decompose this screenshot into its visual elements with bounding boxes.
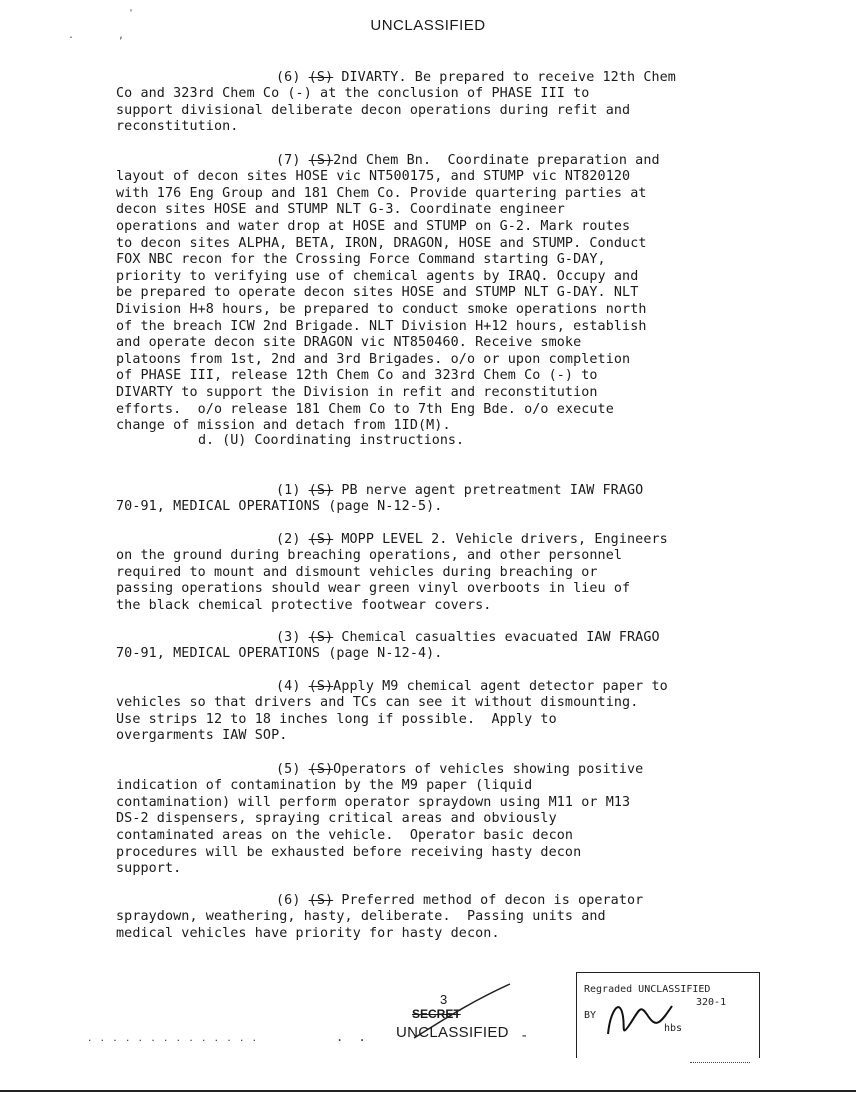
text-line: passing operations should wear green vinyl overboots in lieu of [116, 581, 631, 597]
text-line: support divisional deliberate decon operations during refit and [116, 102, 631, 118]
paragraph-chemical-casualties [116, 613, 766, 663]
struck-classification-mark: (S) [308, 482, 334, 498]
text-line: contamination) will perform operator spraydown using M11 or M13 [116, 794, 631, 810]
text-line: decon sites HOSE and STUMP NLT G-3. Coordinate engineer [116, 202, 565, 218]
text-line: DIVARTY to support the Division in refit and reconstitution [116, 384, 598, 400]
text-line: platoons from 1st, 2nd and 3rd Brigades. o/o or upon completion [116, 351, 631, 367]
text-line: be prepared to operate decon sites HOSE and STUMP NLT G-DAY. NLT [116, 285, 639, 301]
stamp-regraded-line: Regraded UNCLASSIFIED [584, 984, 711, 995]
scan-speck: . [68, 30, 75, 41]
scan-speck: ' [128, 8, 135, 19]
footer-dash: - [520, 1028, 529, 1044]
text-line: Co and 323rd Chem Co (-) at the conclusion of PHASE III to [116, 86, 590, 102]
text-line: layout of decon sites HOSE vic NT500175, and STUMP vic NT820120 [116, 169, 631, 185]
paragraph-operator-spraydown [116, 745, 766, 878]
text-line: 70-91, MEDICAL OPERATIONS (page N-12-5). [116, 499, 443, 515]
text-line: MOPP LEVEL 2. Vehicle drivers, Engineers [333, 531, 668, 547]
paragraph-divarty [116, 53, 766, 136]
paragraph-number: (6) [276, 892, 301, 908]
text-line: DS-2 dispensers, spraying critical areas and obviously [116, 811, 557, 827]
stamp-reference-line: 320-1 [696, 997, 727, 1008]
text-line: Preferred method of decon is operator [333, 892, 644, 908]
text-line: 70-91, MEDICAL OPERATIONS (page N-12-4). [116, 646, 443, 662]
struck-old-classification: SECRET [412, 1007, 461, 1021]
text-line: operations and water drop at HOSE and STUMP on G-2. Mark routes [116, 218, 631, 234]
text-line: on the ground during breaching operations, and other personnel [116, 548, 623, 564]
paragraph-m9-detector-paper [116, 662, 766, 745]
struck-classification-mark: (S) [308, 69, 334, 85]
text-line: indication of contamination by the M9 paper (liquid [116, 778, 533, 794]
text-line: to decon sites ALPHA, BETA, IRON, DRAGON, HOSE and STUMP. Conduct [116, 235, 647, 251]
scan-dots: . . . . . . . . . . . . . . [88, 1030, 260, 1044]
struck-classification-mark: (S) [308, 531, 334, 547]
text-line: change of mission and detach from 1ID(M). [116, 418, 451, 434]
text-line: priority to verifying use of chemical agents by IRAQ. Occupy and [116, 268, 639, 284]
text-line: contaminated areas on the vehicle. Operator basic decon [116, 827, 574, 843]
section-heading-coordinating-instructions: d. (U) Coordinating instructions. [198, 433, 465, 448]
struck-classification-mark: (S) [308, 629, 334, 645]
text-line: procedures will be exhausted before receiving hasty decon [116, 844, 582, 860]
text-line: overgarments IAW SOP. [116, 728, 288, 744]
text-line: Apply M9 chemical agent detector paper to [333, 678, 668, 694]
paragraph-mopp-level [116, 515, 766, 615]
page-bottom-rule [0, 1090, 856, 1092]
text-line: the black chemical protective footwear covers. [116, 597, 492, 613]
text-line: of PHASE III, release 12th Chem Co and 323rd Chem Co (-) to [116, 368, 598, 384]
paragraph-number: (5) [276, 761, 301, 777]
paragraph-pb-nerve-agent [116, 466, 766, 516]
text-line: 2nd Chem Bn. Coordinate preparation and [333, 152, 660, 168]
text-line: spraydown, weathering, hasty, deliberate. Passing units and [116, 909, 606, 925]
paragraph-number: (1) [276, 482, 301, 498]
scan-speck: , [118, 30, 125, 41]
text-line: Division H+8 hours, be prepared to conduct smoke operations north [116, 301, 647, 317]
paragraph-number: (6) [276, 69, 301, 85]
signature-scribble [600, 994, 680, 1044]
text-line: Operators of vehicles showing positive [333, 761, 644, 777]
paragraph-number: (4) [276, 678, 301, 694]
text-line: and operate decon site DRAGON vic NT850460. Receive smoke [116, 335, 582, 351]
footer-classification: UNCLASSIFIED [396, 1024, 509, 1041]
text-line: required to mount and dismount vehicles during breaching or [116, 564, 598, 580]
struck-classification-mark: (S) [308, 678, 334, 694]
text-line: medical vehicles have priority for hasty decon. [116, 925, 500, 941]
text-line: PB nerve agent pretreatment IAW FRAGO [333, 482, 644, 498]
text-line: efforts. o/o release 181 Chem Co to 7th Eng Bde. o/o execute [116, 401, 614, 417]
text-line: vehicles so that drivers and TCs can see it without dismounting. [116, 695, 639, 711]
text-line: Chemical casualties evacuated IAW FRAGO [333, 629, 660, 645]
stamp-underline [690, 1062, 750, 1063]
text-line: reconstitution. [116, 119, 239, 135]
page-classification-header: UNCLASSIFIED [370, 17, 486, 34]
text-line: of the breach ICW 2nd Brigade. NLT Division H+12 hours, establish [116, 318, 647, 334]
paragraph-number: (2) [276, 531, 301, 547]
stamp-by-line: BY [584, 1010, 597, 1021]
text-line: with 176 Eng Group and 181 Chem Co. Provide quartering parties at [116, 185, 647, 201]
paragraph-number: (3) [276, 629, 301, 645]
page-number: 3 [440, 992, 448, 1007]
text-line: DIVARTY. Be prepared to receive 12th Chem [333, 69, 676, 85]
struck-classification-mark: (S) [308, 152, 334, 168]
paragraph-2nd-chem-bn [116, 136, 766, 435]
stamp-date-line: hbs [664, 1023, 683, 1034]
text-line: support. [116, 861, 182, 877]
text-line: Use strips 12 to 18 inches long if possible. Apply to [116, 711, 557, 727]
text-line: FOX NBC recon for the Crossing Force Command starting G-DAY, [116, 252, 606, 268]
scan-dots: . . [336, 1030, 370, 1044]
struck-classification-mark: (S) [308, 761, 334, 777]
paragraph-preferred-decon-method [116, 876, 766, 942]
paragraph-number: (7) [276, 152, 301, 168]
struck-classification-mark: (S) [308, 892, 334, 908]
